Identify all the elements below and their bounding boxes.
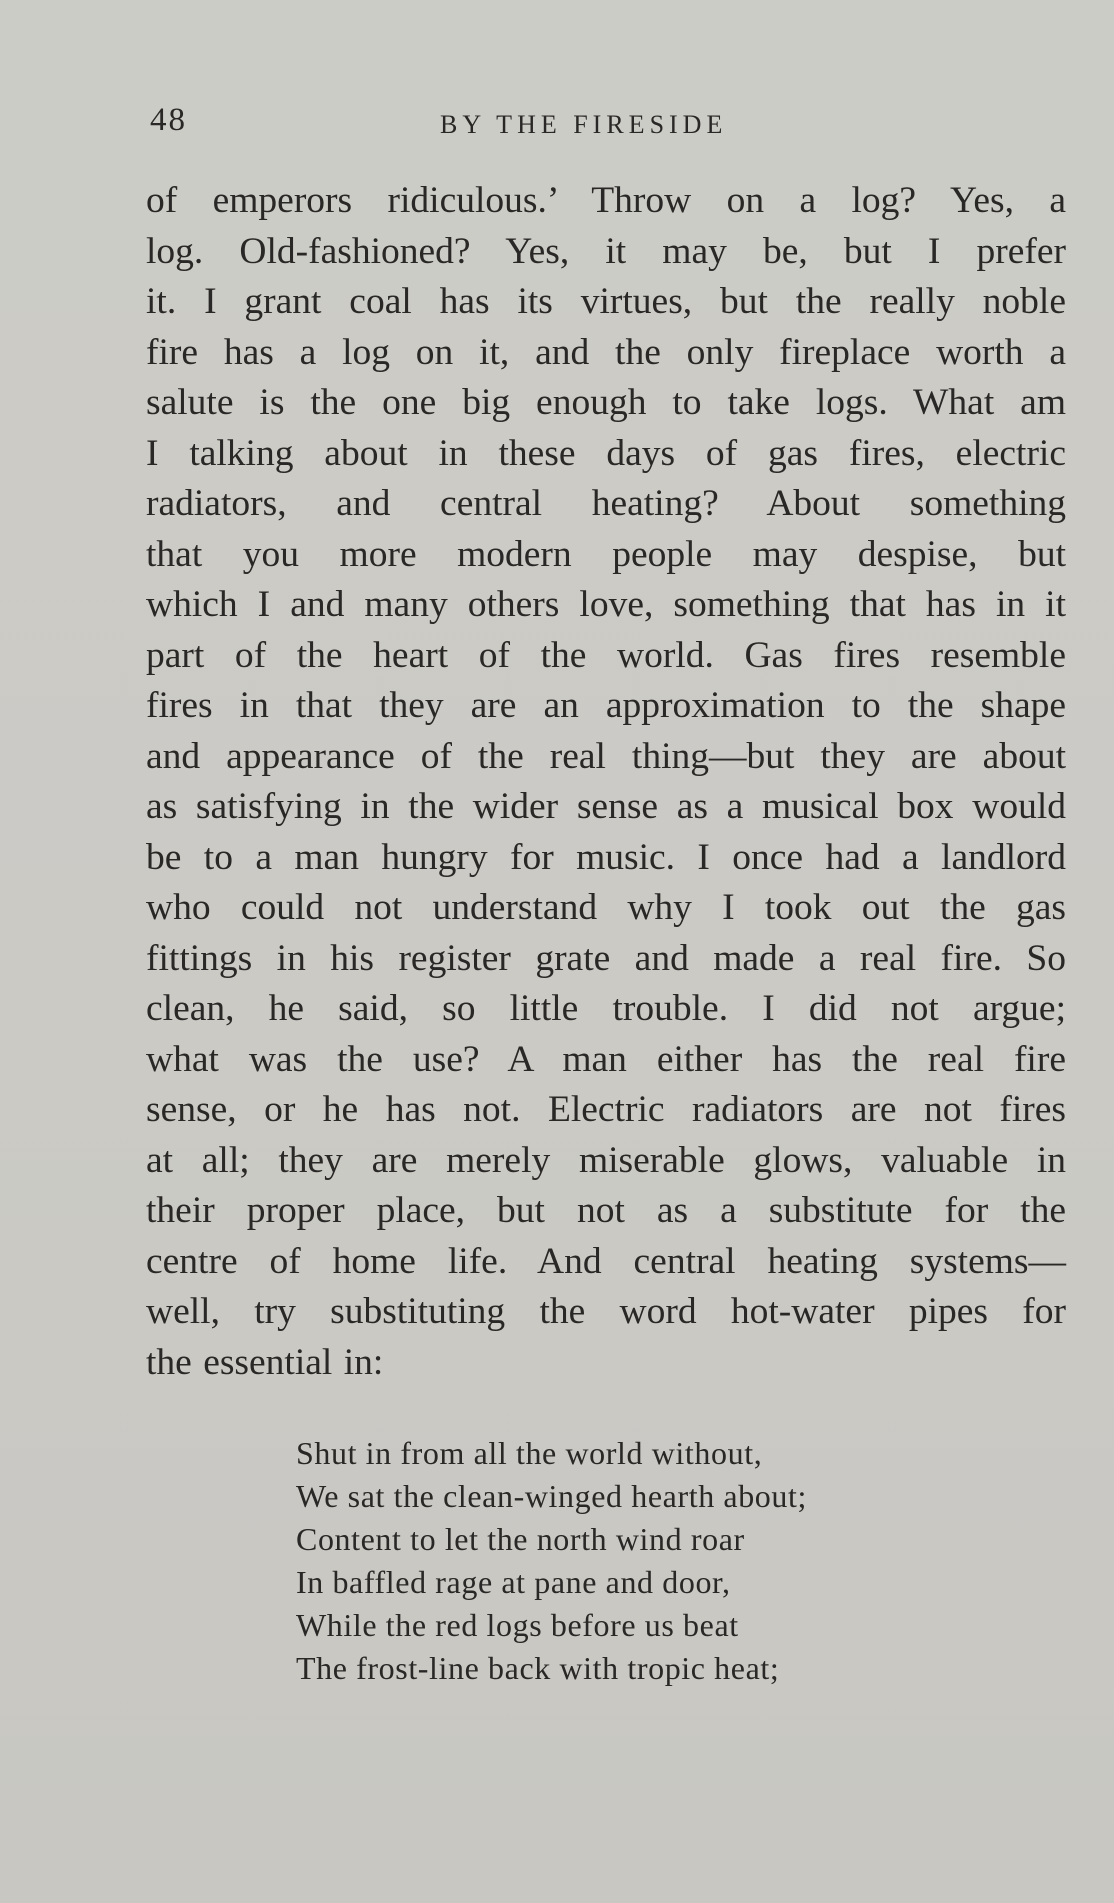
poem-line: We sat the clean-winged hearth about; (296, 1478, 807, 1514)
text-line: and appearance of the real thing—but they are about (146, 735, 1066, 777)
text-line: as satisfying in the wider sense as a musical box would (146, 786, 1066, 827)
text-line: radiators, and central heating? About something (146, 483, 1066, 524)
text-line: who could not understand why I took out the gas (146, 887, 1066, 928)
text-line: sense, or he has not. Electric radiators are not fires (146, 1089, 1066, 1130)
text-line: what was the use? A man either has the real fire (146, 1038, 1066, 1080)
text-line: log. Old-fashioned? Yes, it may be, but I prefer (146, 230, 1066, 272)
running-head: BY THE FIRESIDE (440, 110, 728, 139)
poem-quotation (296, 1432, 976, 1690)
text-line: well, try substituting the word hot-water pipes for (146, 1291, 1066, 1332)
page-header (146, 104, 1066, 164)
text-line: part of the heart of the world. Gas fires resemble (146, 634, 1066, 676)
poem-line: The frost-line back with tropic heat; (296, 1650, 780, 1686)
text-line: salute is the one big enough to take logs. What am (146, 382, 1066, 423)
body-paragraph (146, 176, 1066, 1388)
text-line: of emperors ridiculous.’ Throw on a log? Yes, a (146, 180, 1066, 221)
poem-line: Content to let the north wind roar (296, 1521, 745, 1557)
text-line: I talking about in these days of gas fires, electric (146, 432, 1066, 474)
text-line: fires in that they are an approximation to the shape (146, 685, 1066, 726)
text-line: be to a man hungry for music. I once had a landlord (146, 836, 1066, 878)
text-line: fire has a log on it, and the only fireplace worth a (146, 331, 1066, 373)
text-line: centre of home life. And central heating systems— (146, 1240, 1066, 1282)
poem-line: In baffled rage at pane and door, (296, 1564, 731, 1600)
text-line: their proper place, but not as a substitute for the (146, 1190, 1066, 1231)
poem-line: Shut in from all the world without, (296, 1435, 763, 1471)
page-number: 48 (150, 102, 187, 138)
text-line: which I and many others love, something that has in it (146, 584, 1066, 625)
text-line-final: the essential in: (146, 1341, 384, 1383)
text-line: it. I grant coal has its virtues, but the really noble (146, 281, 1066, 322)
text-line: at all; they are merely miserable glows, valuable in (146, 1139, 1066, 1181)
poem-line: While the red logs before us beat (296, 1607, 739, 1643)
text-line: fittings in his register grate and made a real fire. So (146, 937, 1066, 979)
text-line: clean, he said, so little trouble. I did not argue; (146, 988, 1066, 1029)
text-line: that you more modern people may despise, but (146, 533, 1066, 575)
